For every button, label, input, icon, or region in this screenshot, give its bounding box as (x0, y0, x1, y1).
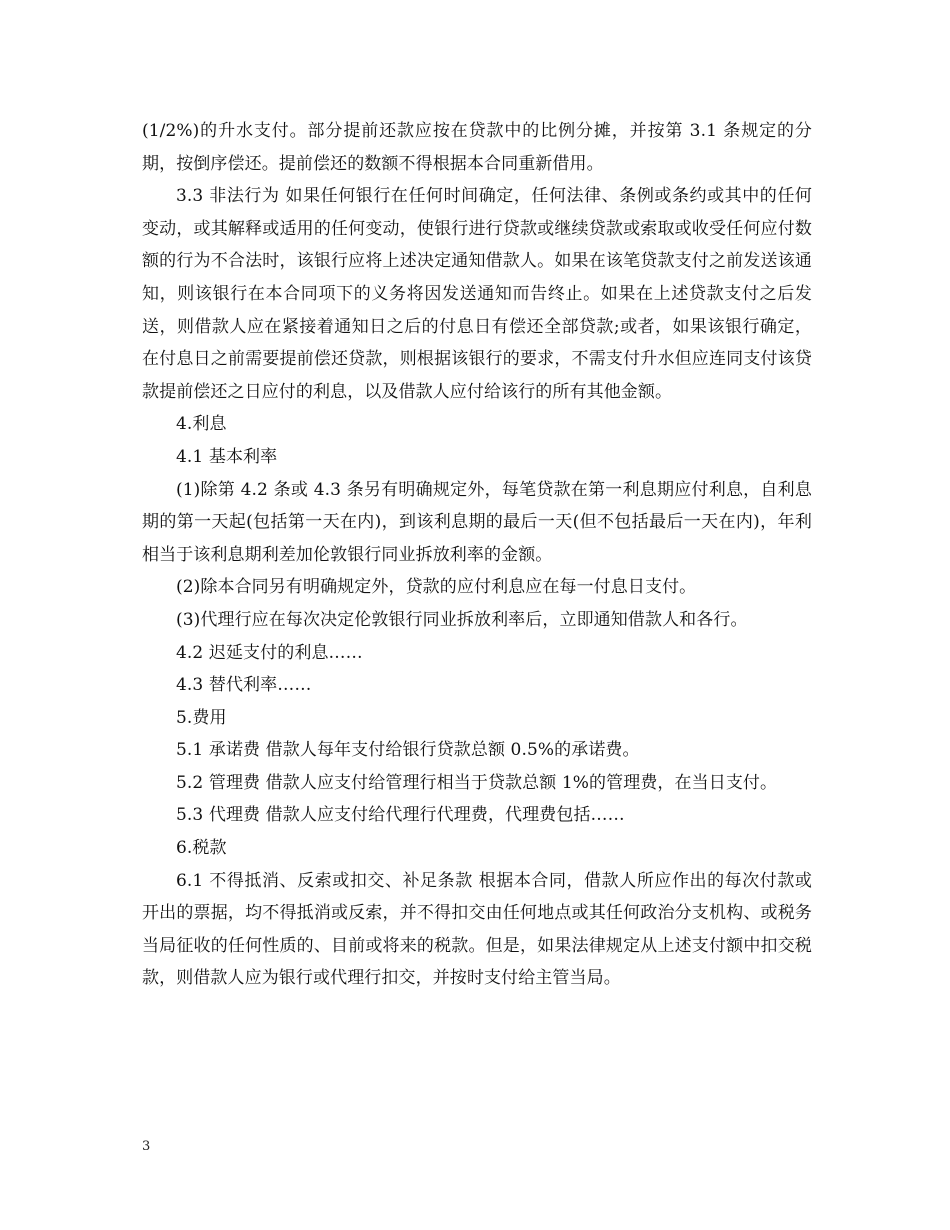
heading-5-fees: 5.费用 (176, 707, 227, 728)
paragraph-6-1-no-setoff: 6.1 不得抵消、反索或扣交、补足条款 根据本合同，借款人所应作出的每次付款或开出的票据，均不得抵消或反索，并不得扣交由任何地点或其任何政治分支机构、或税务当局征收的任何性质的、目前或将来的税款。但是，如果法律规定从上述支付额中扣交税款，则借款人应为银行或代理行扣交，并按时支付给主管当局。 (142, 870, 812, 989)
body-text (142, 115, 812, 995)
paragraph-prepayment-continued: (1/2%)的升水支付。部分提前还款应按在贷款中的比例分摊，并按第 3.1 条规定的分期，按倒序偿还。提前偿还的数额不得根据本合同重新借用。 (142, 121, 812, 174)
paragraph-4-1-1: (1)除第 4.2 条或 4.3 条另有明确规定外，每笔贷款在第一利息期应付利息，自利息期的第一天起(包括第一天在内)，到该利息期的最后一天(但不包括最后一天在内)，年利相当于该利息期利差加伦敦银行同业拆放利率的金额。 (142, 479, 812, 565)
paragraph-5-2-management-fee: 5.2 管理费 借款人应支付给管理行相当于贷款总额 1%的管理费，在当日支付。 (176, 772, 778, 793)
heading-4-interest: 4.利息 (176, 414, 227, 435)
heading-4-3-substitute-rate: 4.3 替代利率…… (176, 675, 312, 696)
paragraph-5-1-commitment-fee: 5.1 承诺费 借款人每年支付给银行贷款总额 0.5%的承诺费。 (176, 740, 640, 761)
heading-4-1-base-rate: 4.1 基本利率 (176, 446, 278, 467)
paragraph-4-1-3: (3)代理行应在每次决定伦敦银行同业拆放利率后，立即通知借款人和各行。 (176, 609, 748, 630)
heading-6-taxes: 6.税款 (176, 838, 227, 859)
paragraph-3-3-illegality: 3.3 非法行为 如果任何银行在任何时间确定，任何法律、条例或条约或其中的任何变动，或其解释或适用的任何变动，使银行进行贷款或继续贷款或索取或收受任何应付数额的行为不合法时，该银行应将上述决定通知借款人。如果在该笔贷款支付之前发送该通知，则该银行在本合同项下的义务将因发送通知而告终止。如果在上述贷款支付之后发送，则借款人应在紧接着通知日之后的付息日有偿还全部贷款;或者，如果该银行确定，在付息日之前需要提前偿还贷款，则根据该银行的要求，不需支付升水但应连同支付该贷款提前偿还之日应付的利息，以及借款人应付给该行的所有其他金额。 (142, 186, 812, 402)
heading-4-2-late-interest: 4.2 迟延支付的利息…… (176, 642, 363, 663)
page-number: 3 (142, 1139, 151, 1154)
paragraph-4-1-2: (2)除本合同另有明确规定外，贷款的应付利息应在每一付息日支付。 (176, 577, 697, 598)
paragraph-5-3-agency-fee: 5.3 代理费 借款人应支付给代理行代理费，代理费包括…… (176, 805, 625, 826)
